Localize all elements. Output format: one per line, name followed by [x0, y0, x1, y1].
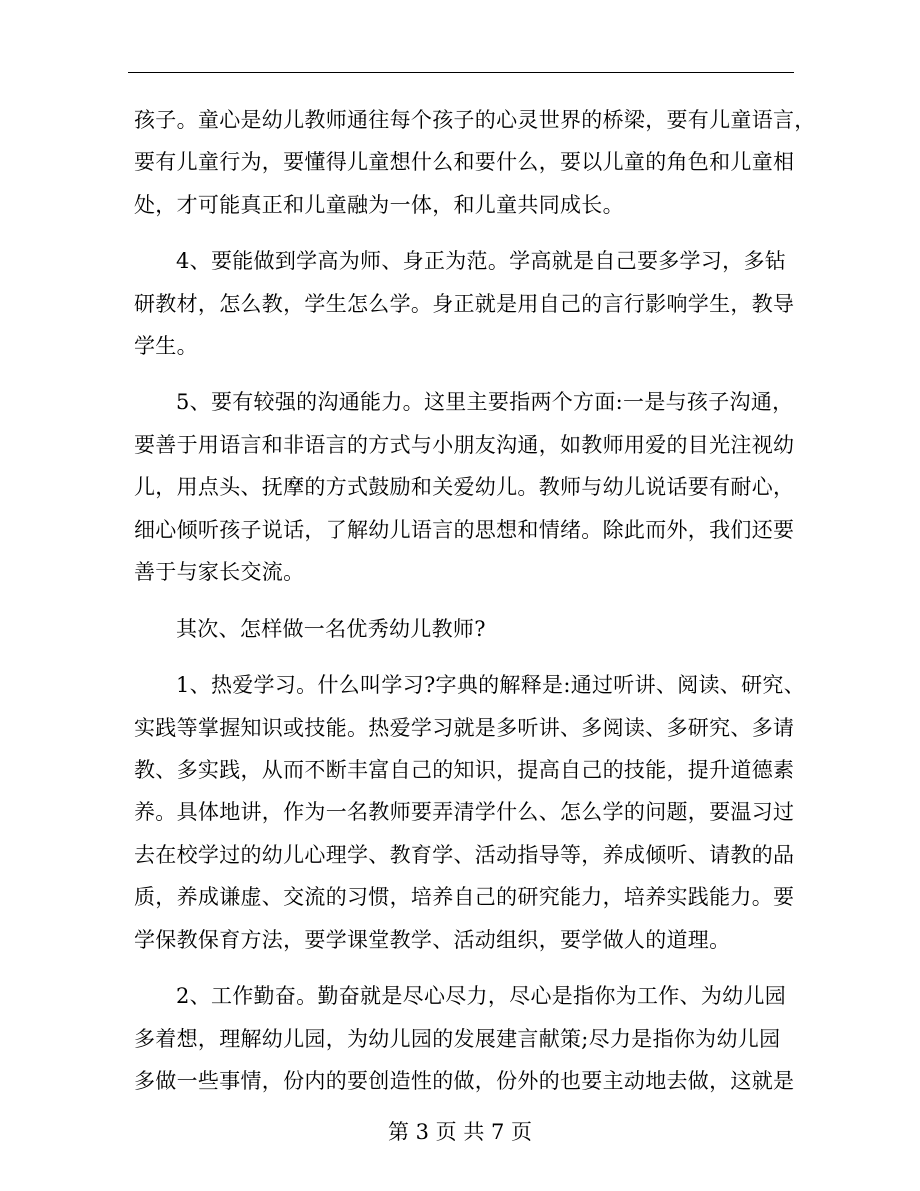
text-line: 学保教保育方法，要学课堂教学、活动组织，要学做人的道理。	[134, 928, 731, 952]
section-heading: 其次、怎样做一名优秀幼儿教师?	[176, 617, 486, 641]
text-line: 去在校学过的幼儿心理学、教育学、活动指导等，养成倾听、请教的品	[134, 843, 795, 867]
text-line: 多着想，理解幼儿园，为幼儿园的发展建言献策;尽力是指你为幼儿园	[134, 1027, 781, 1051]
text-line: 教、多实践，从而不断丰富自己的知识，提高自己的技能，提升道德素	[134, 758, 795, 782]
text-line: 研教材，怎么教，学生怎么学。身正就是用自己的言行影响学生，教导	[134, 292, 795, 316]
text-line: 2、工作勤奋。勤奋就是尽心尽力，尽心是指你为工作、为幼儿园	[176, 984, 787, 1008]
text-line: 5、要有较强的沟通能力。这里主要指两个方面:一是与孩子沟通，	[176, 390, 794, 414]
text-line: 细心倾听孩子说话，了解幼儿语言的思想和情绪。除此而外，我们还要	[134, 518, 795, 542]
text-line: 4、要能做到学高为师、身正为范。学高就是自己要多学习，多钻	[176, 249, 787, 273]
text-line: 质，养成谦虚、交流的习惯，培养自己的研究能力，培养实践能力。要	[134, 885, 795, 909]
page-number-footer: 第 3 页 共 7 页	[387, 1120, 533, 1144]
text-line: 养。具体地讲，作为一名教师要弄清学什么、怎么学的问题，要温习过	[134, 800, 795, 824]
text-line: 学生。	[134, 334, 198, 358]
text-line: 要善于用语言和非语言的方式与小朋友沟通，如教师用爱的目光注视幼	[134, 433, 795, 457]
text-line: 善于与家长交流。	[134, 560, 305, 584]
text-line: 1、热爱学习。什么叫学习?字典的解释是:通过听讲、阅读、研究、	[176, 673, 805, 697]
header-rule	[128, 72, 794, 73]
text-line: 多做一些事情，份内的要创造性的做，份外的也要主动地去做，这就是	[134, 1069, 795, 1093]
text-line: 孩子。童心是幼儿教师通往每个孩子的心灵世界的桥梁，要有儿童语言，	[134, 108, 816, 132]
text-line: 要有儿童行为，要懂得儿童想什么和要什么，要以儿童的角色和儿童相	[134, 150, 795, 174]
text-line: 儿，用点头、抚摩的方式鼓励和关爱幼儿。教师与幼儿说话要有耐心，	[134, 475, 795, 499]
text-line: 处，才可能真正和儿童融为一体，和儿童共同成长。	[134, 193, 624, 217]
text-line: 实践等掌握知识或技能。热爱学习就是多听讲、多阅读、多研究、多请	[134, 716, 795, 740]
